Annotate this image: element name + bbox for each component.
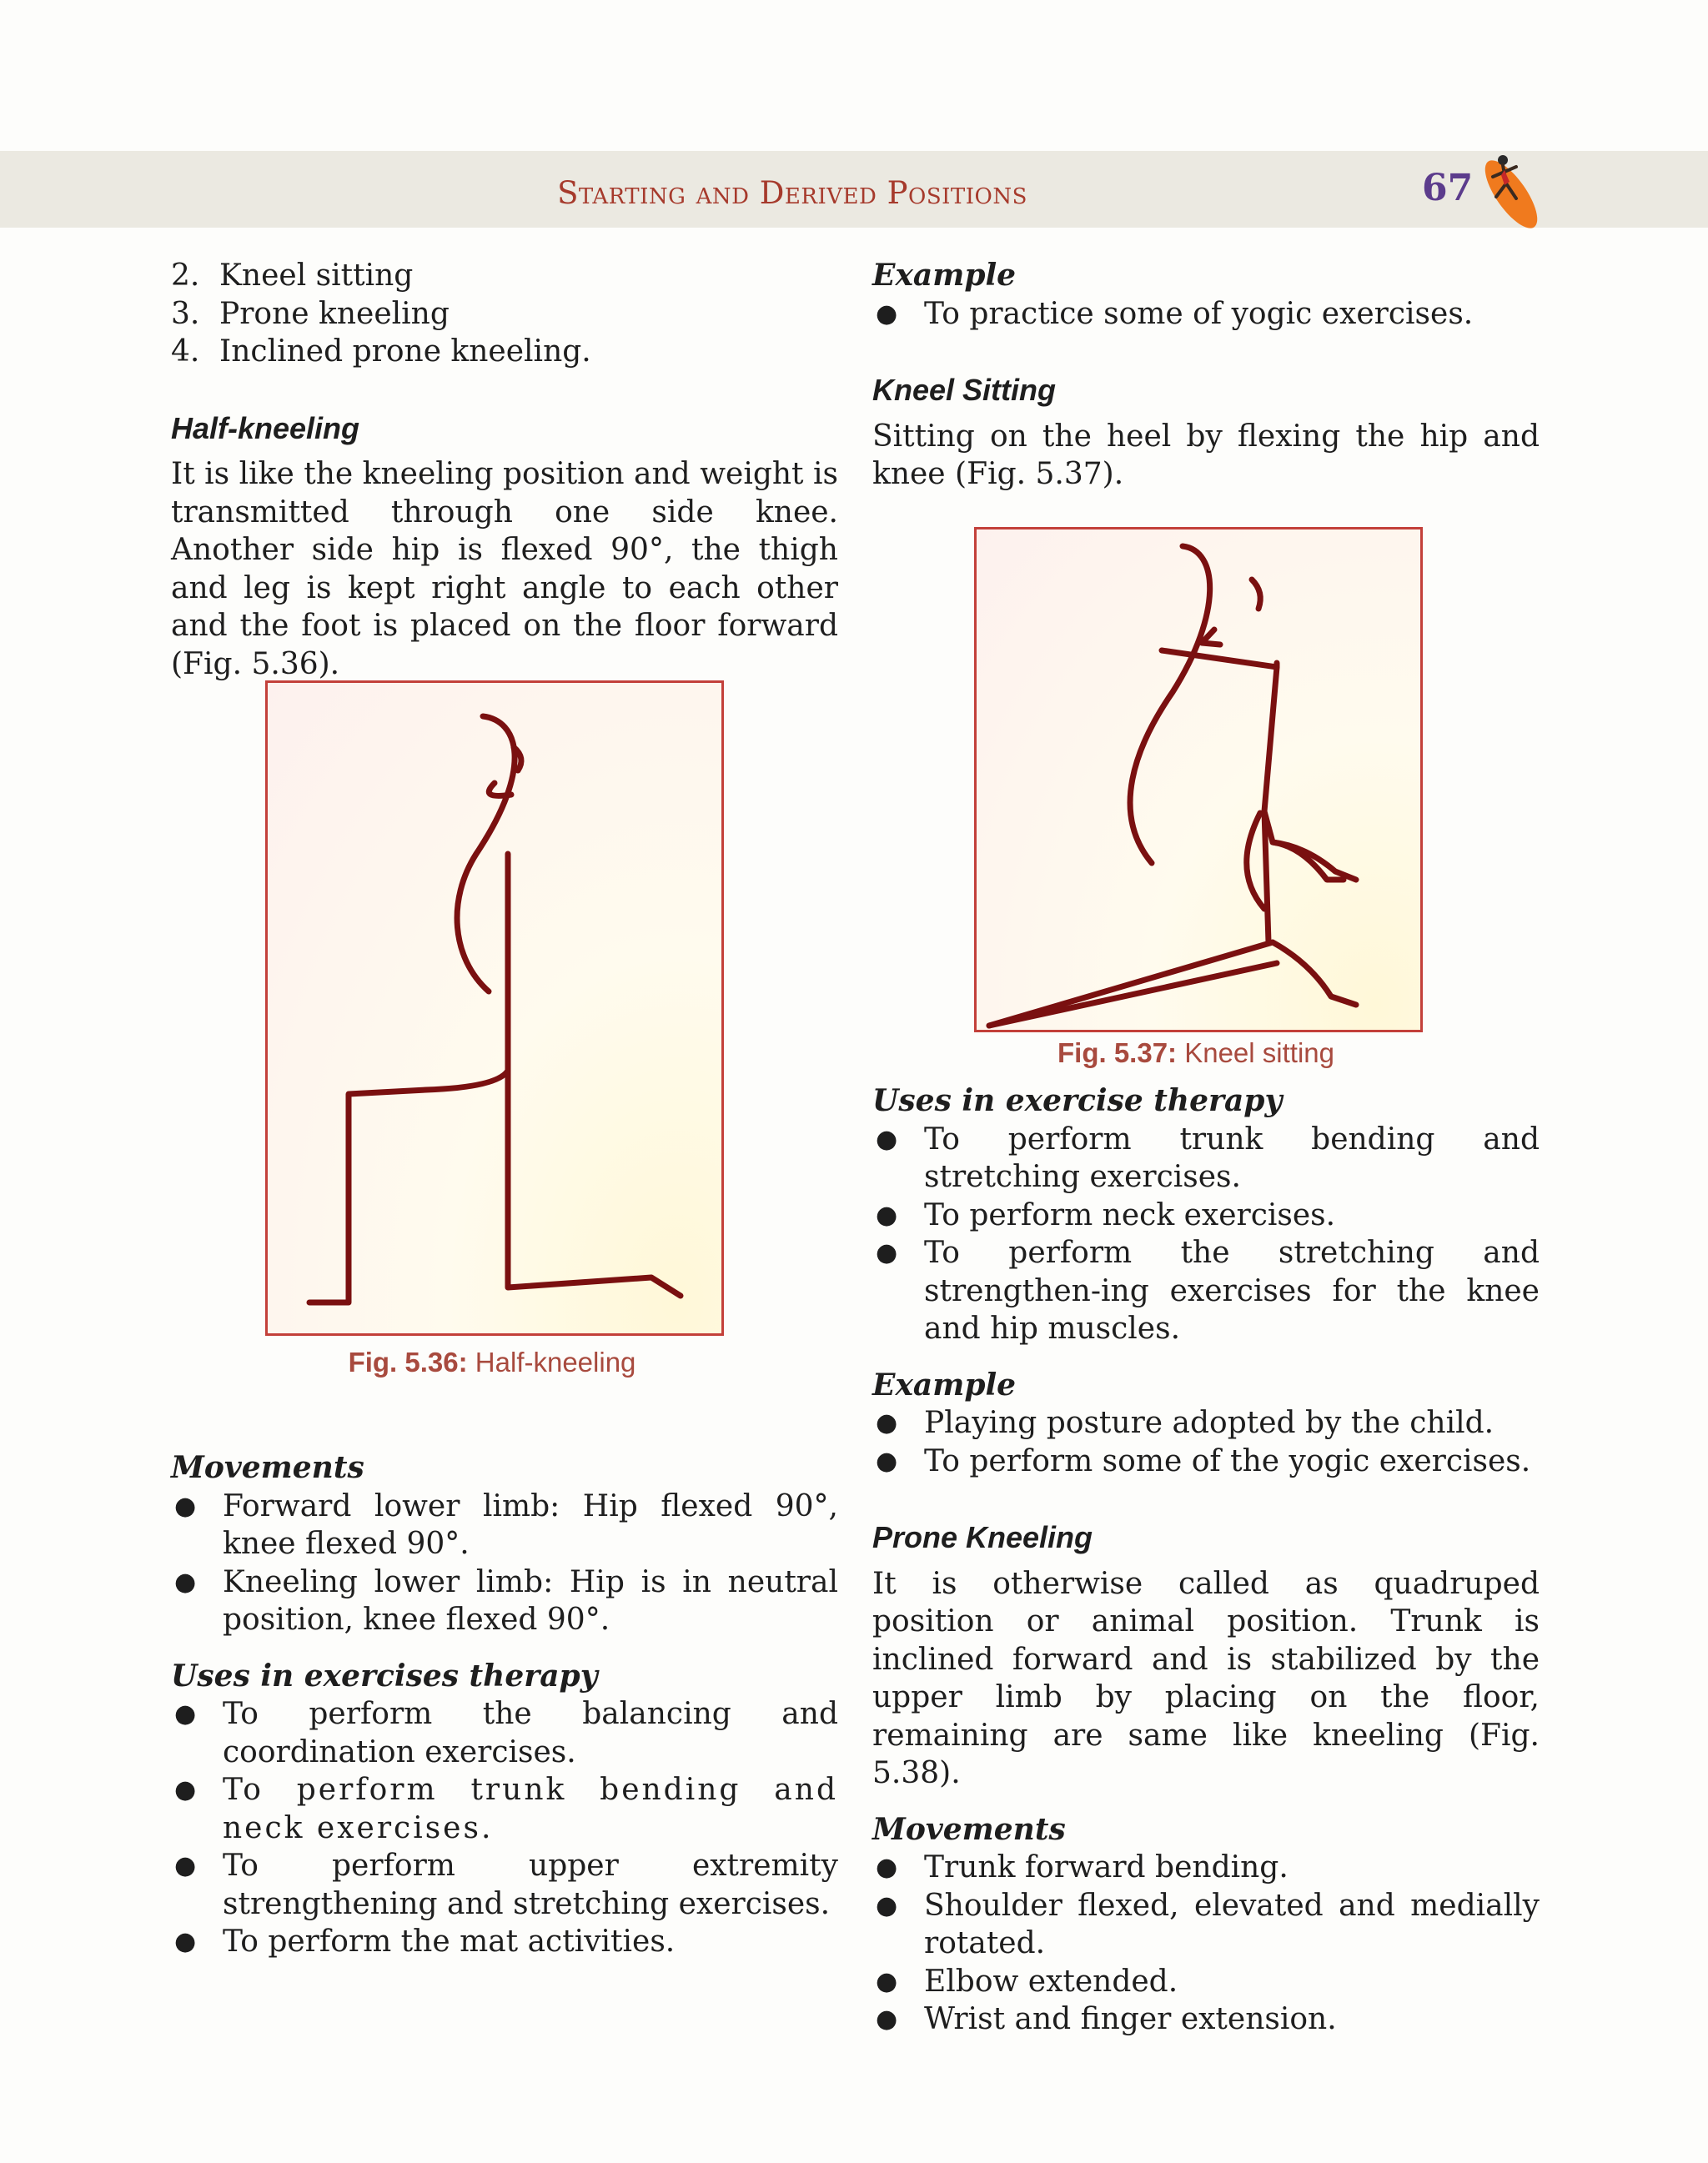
- list-item: ● Wrist and finger extension.: [876, 2002, 1337, 2036]
- uses-list: [872, 1121, 1540, 1348]
- figure-kneel-sitting: [974, 527, 1423, 1032]
- kneel-sitting-drawing: [977, 529, 1420, 1030]
- figure-caption-5-37: [974, 1037, 1418, 1069]
- section-heading-example: Example: [872, 258, 1017, 293]
- example-list: [872, 1404, 1540, 1480]
- list-item: ● Kneeling lower limb: Hip is in neutral position, knee flexed 90°.: [174, 1564, 838, 1637]
- figure-title: Half-kneeling: [475, 1347, 636, 1378]
- paragraph-prone-kneeling: It is otherwise called as quadruped position or animal position. Trunk is inclined forward and is stabilized by the upper limb by placing on the floor, remaining are same like kneeling (Fig. 5.38).: [872, 1566, 1540, 1790]
- section-heading-movements: Movements: [171, 1450, 364, 1485]
- list-item: 2. Kneel sitting: [171, 258, 414, 293]
- list-item: 4. Inclined prone kneeling.: [171, 334, 591, 369]
- list-item: ● To perform trunk bending and neck exercises.: [174, 1773, 838, 1845]
- figure-label: Fig. 5.36:: [348, 1347, 468, 1378]
- list-item: ● To perform the balancing and coordination exercises.: [174, 1697, 838, 1769]
- list-item: ● To practice some of yogic exercises.: [876, 296, 1474, 331]
- uses-list: [171, 1695, 838, 1961]
- left-column: [171, 257, 838, 683]
- right-column: [872, 257, 1540, 494]
- figure-title: Kneel sitting: [1184, 1037, 1334, 1068]
- right-column-lower: [872, 1082, 1540, 2039]
- running-head: Starting and Derived Positions: [557, 175, 1027, 211]
- figure-label: Fig. 5.37:: [1057, 1037, 1178, 1068]
- movements-list: [171, 1488, 838, 1639]
- movements-list: [872, 1849, 1540, 2039]
- list-item: ● To perform the stretching and strengthen-ing exercises for the knee and hip muscles.: [876, 1236, 1540, 1346]
- list-item: ● To perform upper extremity strengthening and stretching exercises.: [174, 1849, 838, 1921]
- section-heading-kneel-sitting: Kneel Sitting: [872, 373, 1057, 407]
- section-heading-uses: Uses in exercises therapy: [171, 1658, 598, 1694]
- list-item: ● Forward lower limb: Hip flexed 90°, knee flexed 90°.: [174, 1488, 838, 1561]
- section-heading-uses-exercise: Uses in exercise therapy: [872, 1083, 1283, 1118]
- list-item: ● To perform neck exercises.: [876, 1197, 1336, 1232]
- page-number: 67: [1422, 167, 1474, 209]
- paragraph-kneel-sitting: Sitting on the heel by flexing the hip and knee (Fig. 5.37).: [872, 419, 1540, 491]
- list-item: ● To perform some of the yogic exercises.: [876, 1443, 1531, 1478]
- list-item: ● Playing posture adopted by the child.: [876, 1406, 1494, 1440]
- example-list: [872, 295, 1540, 334]
- section-heading-prone-kneeling: Prone Kneeling: [872, 1520, 1093, 1554]
- section-heading-example: Example: [872, 1367, 1017, 1403]
- section-heading-movements: Movements: [872, 1811, 1066, 1847]
- numbered-list: [171, 257, 838, 371]
- section-heading-half-kneeling: Half-kneeling: [171, 410, 360, 445]
- half-kneeling-drawing: [268, 683, 721, 1333]
- left-column-lower: [171, 1449, 838, 1961]
- list-item: ● Trunk forward bending.: [876, 1850, 1289, 1884]
- list-item: 3. Prone kneeling: [171, 296, 450, 331]
- figure-caption-5-36: [265, 1347, 719, 1378]
- list-item: ● To perform the mat activities.: [174, 1925, 676, 1959]
- paragraph-half-kneeling: It is like the kneeling position and weight is transmitted through one side knee. Another side hip is flexed 90°, the thigh and leg is kept right angle to each other and the foot is placed on the floor forward (Fig. 5.36).: [171, 457, 838, 681]
- list-item: ● Shoulder flexed, elevated and medially rotated.: [876, 1888, 1540, 1960]
- list-item: ● Elbow extended.: [876, 1964, 1178, 1999]
- runner-logo-icon: [1468, 148, 1560, 232]
- figure-half-kneeling: [265, 680, 724, 1336]
- list-item: ● To perform trunk bending and stretching exercises.: [876, 1122, 1540, 1194]
